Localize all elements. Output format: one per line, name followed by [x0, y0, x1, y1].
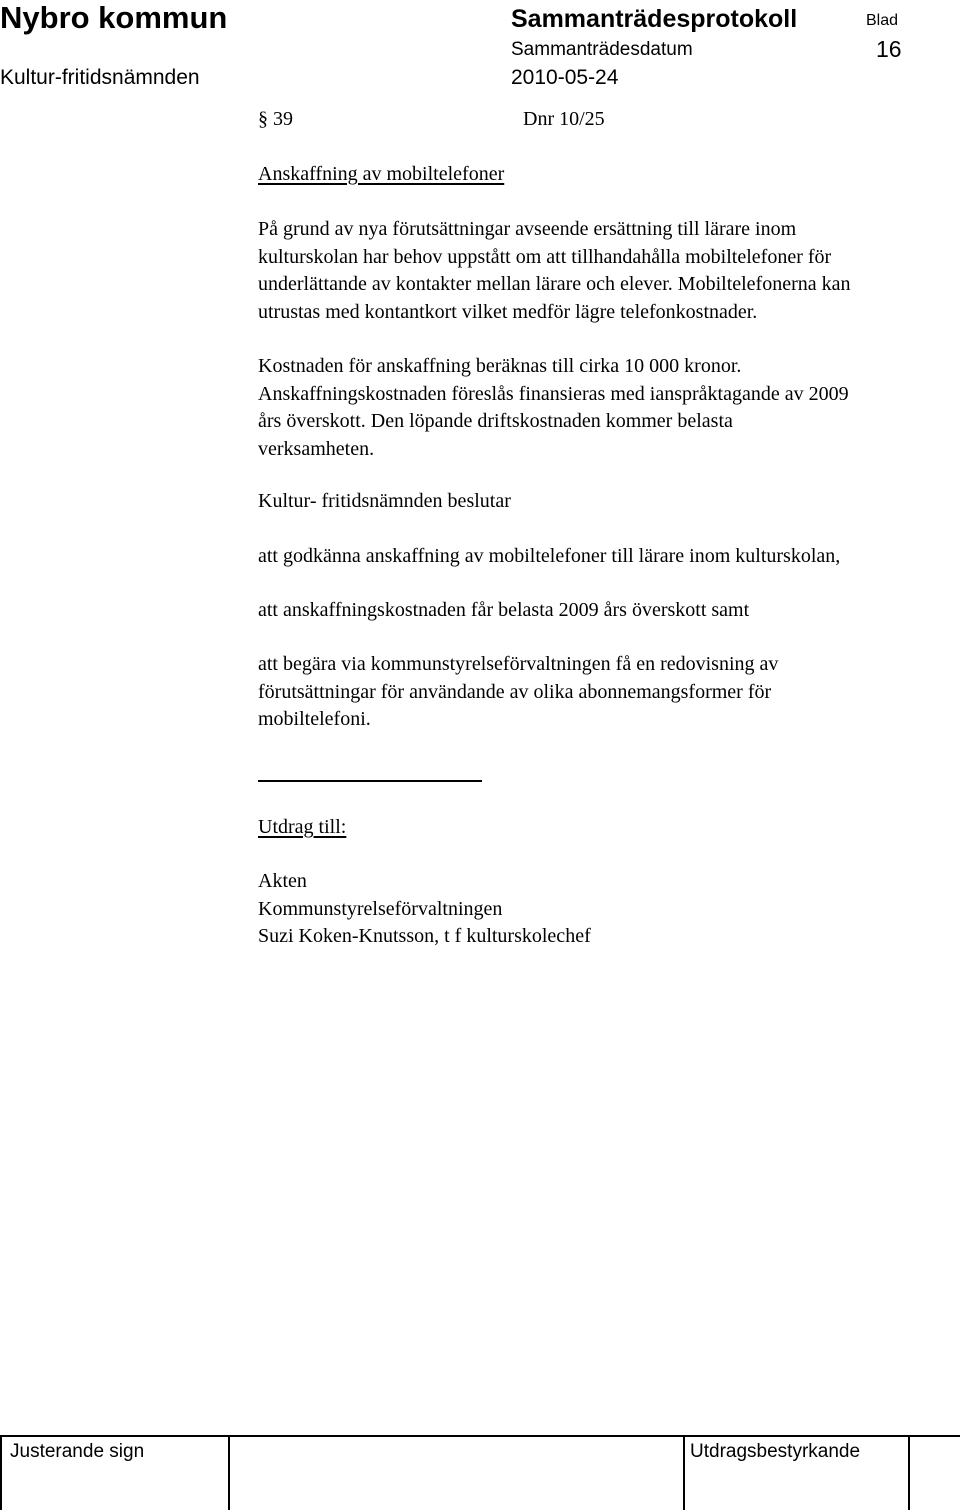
utdragsbestyrkande-cell [685, 1437, 910, 1510]
paragraph-1-line: underlättande av kontakter mellan lärare och elever. Mobiltelefonerna kan [258, 273, 851, 295]
decision-3-line: att begära via kommunstyrelseförvaltningen få en redovisning av [258, 653, 779, 675]
meeting-date: 2010-05-24 [511, 66, 619, 89]
justerande-sign-cell [0, 1437, 230, 1510]
recipient-item: Kommunstyrelseförvaltningen [258, 897, 503, 920]
signature-blank-cell [230, 1437, 685, 1510]
paragraph-1-line: utrustas med kontantkort vilket medför lägre telefonkostnader. [258, 300, 758, 323]
decision-2 [258, 597, 960, 625]
divider-line [258, 780, 482, 782]
recipient-item: Akten [258, 870, 307, 892]
decision-2-text: att anskaffningskostnaden får belasta 2009 års överskott samt [258, 599, 750, 621]
page-label: Blad [866, 12, 899, 29]
diary-number: Dnr 10/25 [523, 108, 605, 130]
paragraph-1 [258, 216, 960, 326]
decision-intro-text: Kultur- fritidsnämnden beslutar [258, 490, 511, 512]
document-title: Sammanträdesprotokoll [511, 5, 798, 33]
paragraph-2-line: års överskott. Den löpande driftskostnaden kommer belasta [258, 410, 733, 432]
paragraph-2-line: Kostnaden för anskaffning beräknas till cirka 10 000 kronor. [258, 355, 742, 377]
decision-1-text: att godkänna anskaffning av mobiltelefoner till lärare inom kulturskolan, [258, 545, 841, 567]
extract-label-text: Utdrag till: [258, 816, 347, 838]
decision-3-line: förutsättningar för användande av olika abonnemangsformer för [258, 680, 772, 703]
paragraph-1-line: På grund av nya förutsättningar avseende ersättning till lärare inom [258, 218, 797, 240]
committee-name: Kultur-fritidsnämnden [0, 66, 200, 89]
decision-intro [258, 488, 960, 516]
paragraph-2-line: Anskaffningskostnaden föreslås finansieras med ianspråktagande av 2009 [258, 382, 849, 405]
paragraph-2-line: verksamheten. [258, 437, 375, 460]
extract-label [258, 814, 960, 842]
decision-1 [258, 543, 960, 571]
paragraph-header [258, 106, 960, 134]
decision-3-line: mobiltelefoni. [258, 708, 371, 730]
org-name: Nybro kommun [0, 0, 228, 35]
recipient-item: Suzi Koken-Knutsson, t f kulturskolechef [258, 925, 591, 947]
paragraph-number: § 39 [258, 108, 293, 130]
utdragsbestyrkande-label: Utdragsbestyrkande [690, 1441, 861, 1462]
page-number: 16 [876, 36, 902, 62]
item-title [258, 161, 960, 189]
paragraph-2 [258, 353, 960, 463]
decision-3 [258, 651, 960, 734]
paragraph-1-line: kulturskolan har behov uppstått om att tillhandahålla mobiltelefoner för [258, 245, 832, 268]
item-title-text: Anskaffning av mobiltelefoner [258, 163, 505, 185]
recipient-list [258, 868, 960, 951]
footer-signature-box [0, 1435, 960, 1508]
justerande-sign-label: Justerande sign [10, 1441, 145, 1462]
meeting-date-label: Sammanträdesdatum [511, 39, 693, 60]
